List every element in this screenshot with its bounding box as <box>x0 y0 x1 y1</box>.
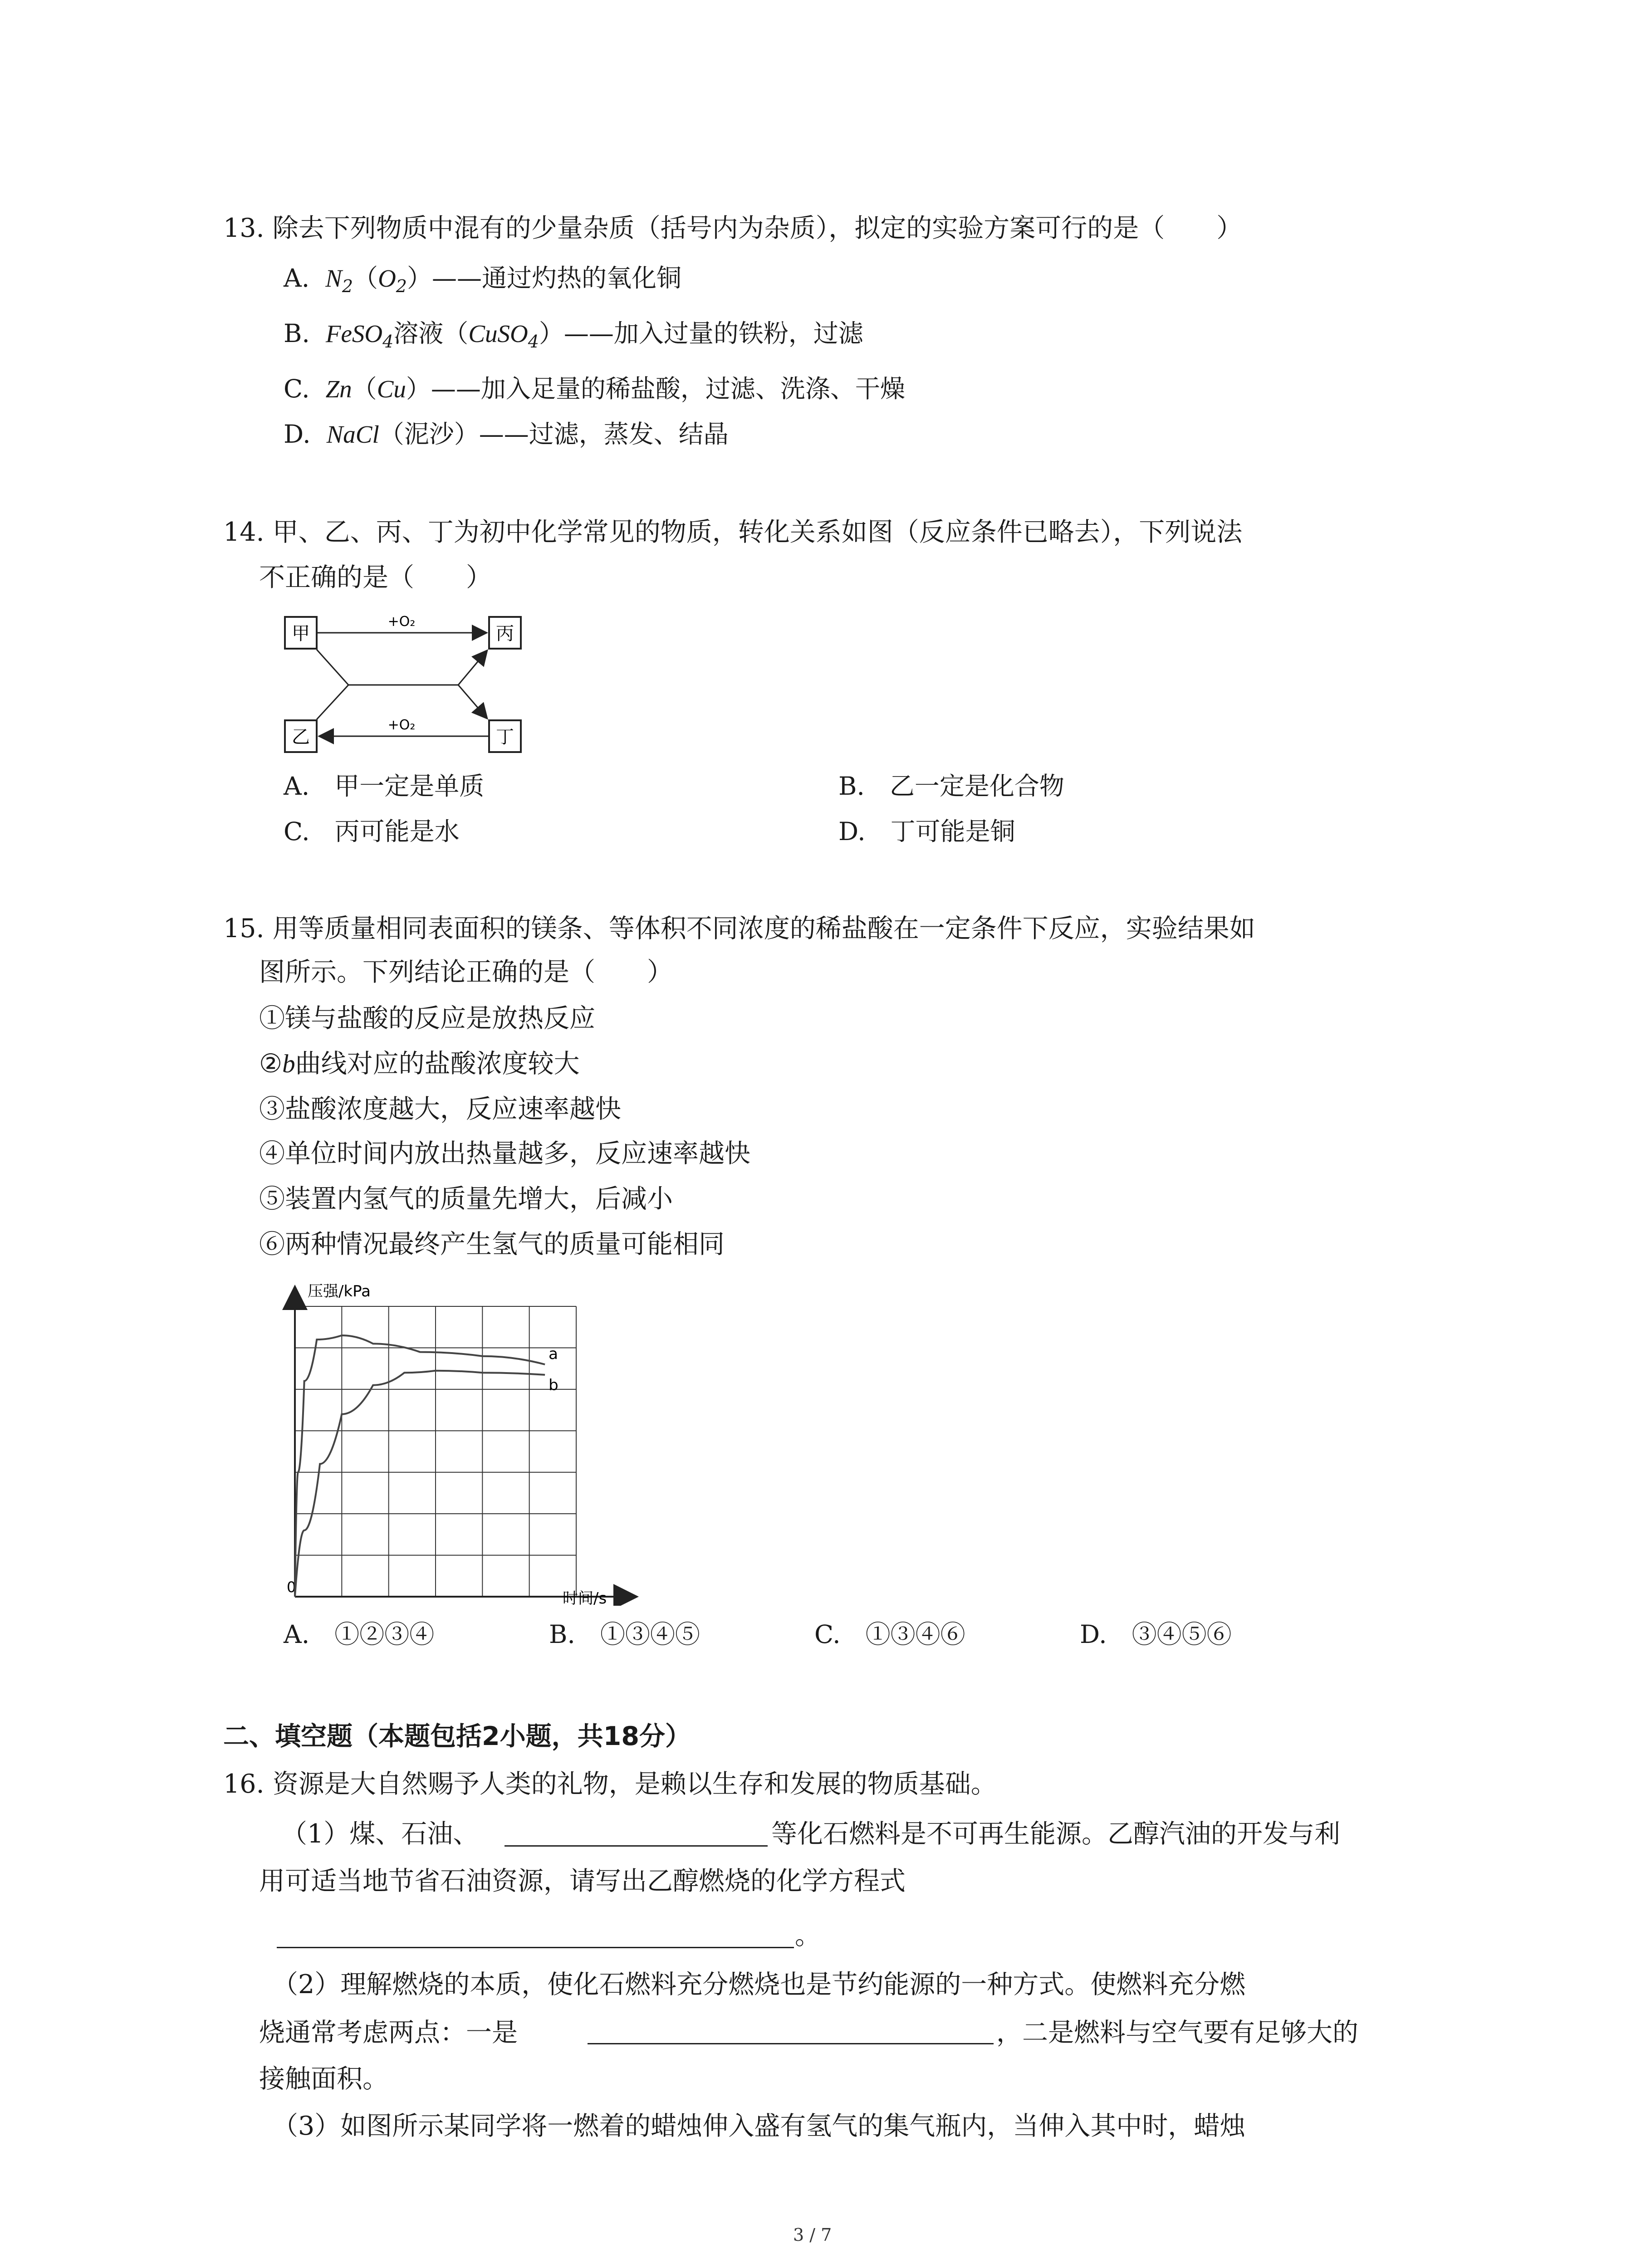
arrow-to-ding <box>458 685 486 718</box>
line-jia-junction <box>317 650 348 685</box>
q16-p2-line2-end: ，二是燃料与空气要有足够大的 <box>996 2018 1358 2048</box>
q16-p3-line1: （3）如图所示某同学将一燃着的蜡烛伸入盛有氢气的集气瓶内，当伸入其中时，蜡烛 <box>272 2111 1246 2141</box>
y-axis-label: 压强/kPa <box>308 1282 371 1300</box>
q15-option-c[interactable]: C. ①③④⑥ <box>814 1620 965 1649</box>
q13-option-b[interactable]: B. FeSO$_4$溶液（CuSO$_4$）——加入过量的铁粉，过滤 <box>284 319 863 352</box>
page-number: 3 / 7 <box>793 2225 832 2245</box>
series-label-b: b <box>549 1376 558 1394</box>
q15-statement-6: ⑥两种情况最终产生氢气的质量可能相同 <box>259 1229 725 1259</box>
q13-stem: 13. 除去下列物质中混有的少量杂质（括号内为杂质），拟定的实验方案可行的是（ ） <box>223 213 1243 243</box>
q16-p1-period: 。 <box>795 1921 821 1950</box>
q15-statement-3: ③盐酸浓度越大，反应速率越快 <box>259 1094 621 1124</box>
q16-blank-3[interactable] <box>588 2043 994 2044</box>
q15-statement-2: ②b曲线对应的盐酸浓度较大 <box>259 1049 580 1079</box>
series-label-a: a <box>549 1345 558 1363</box>
chart-grid <box>295 1306 576 1597</box>
section-2-heading: 二、填空题（本题包括2小题，共18分） <box>223 1721 691 1751</box>
q16-blank-2[interactable] <box>277 1947 794 1948</box>
q14-option-c[interactable]: C. 丙可能是水 <box>284 817 460 846</box>
q15-stem-line1: 15. 用等质量相同表面积的镁条、等体积不同浓度的稀盐酸在一定条件下反应，实验结果如 <box>223 914 1255 943</box>
q16-p1-end: 等化石燃料是不可再生能源。乙醇汽油的开发与利 <box>771 1819 1340 1849</box>
q15-statement-1: ①镁与盐酸的反应是放热反应 <box>259 1003 595 1033</box>
q15-pressure-time-chart <box>268 1279 649 1606</box>
q15-option-d[interactable]: D. ③④⑤⑥ <box>1080 1620 1232 1649</box>
arrow-to-bing <box>458 651 486 685</box>
q14-option-b[interactable]: B. 乙一定是化合物 <box>838 772 1064 801</box>
q16-p2-line2-start: 烧通常考虑两点：一是 <box>259 2018 518 2048</box>
box-ding-label: 丁 <box>496 727 514 748</box>
arrow-bottom-label: +O₂ <box>387 717 416 733</box>
q14-option-a[interactable]: A. 甲一定是单质 <box>284 772 485 801</box>
q14-stem-line1: 14. 甲、乙、丙、丁为初中化学常见的物质，转化关系如图（反应条件已略去），下列说法 <box>223 517 1243 547</box>
q16-stem: 16. 资源是大自然赐予人类的礼物，是赖以生存和发展的物质基础。 <box>223 1769 997 1799</box>
q13-option-d[interactable]: D. NaCl（泥沙）——过滤，蒸发、结晶 <box>284 420 729 449</box>
arrow-top-label: +O₂ <box>387 614 416 630</box>
series-line-b <box>295 1371 545 1597</box>
q14-transformation-diagram <box>272 599 535 771</box>
q16-p2-line1: （2）理解燃烧的本质，使化石燃料充分燃烧也是节约能源的一种方式。使燃料充分燃 <box>272 1970 1246 1999</box>
q13-option-a[interactable]: A. $N_2(O_2)——$通过灼热的氧化铜 <box>284 264 681 296</box>
box-jia-label: 甲 <box>292 623 310 644</box>
box-yi-label: 乙 <box>292 727 310 748</box>
q16-p2-line3: 接触面积。 <box>259 2064 388 2094</box>
box-bing-label: 丙 <box>496 623 514 644</box>
line-yi-junction <box>317 685 348 719</box>
q16-p1-line2: 用可适当地节省石油资源，请写出乙醇燃烧的化学方程式 <box>259 1866 906 1896</box>
chart-series-group <box>295 1335 558 1597</box>
q15-statement-5: ⑤装置内氢气的质量先增大，后减小 <box>259 1184 673 1214</box>
origin-label: 0 <box>287 1579 296 1596</box>
q14-option-d[interactable]: D. 丁可能是铜 <box>838 817 1015 846</box>
q14-stem-line2: 不正确的是（ ） <box>259 562 492 592</box>
q13-option-c[interactable]: C. Zn（Cu）——加入足量的稀盐酸，过滤、洗涤、干燥 <box>284 374 905 403</box>
q15-option-b[interactable]: B. ①③④⑤ <box>549 1620 700 1649</box>
x-axis-label: 时间/s <box>563 1589 607 1606</box>
q15-option-a[interactable]: A. ①②③④ <box>284 1620 435 1649</box>
q15-stem-line2: 图所示。下列结论正确的是（ ） <box>259 957 673 987</box>
q16-blank-1[interactable] <box>505 1845 768 1847</box>
q16-p1-start: （1）煤、石油、 <box>281 1819 479 1849</box>
q15-statement-4: ④单位时间内放出热量越多，反应速率越快 <box>259 1139 750 1168</box>
series-line-a <box>295 1335 545 1597</box>
